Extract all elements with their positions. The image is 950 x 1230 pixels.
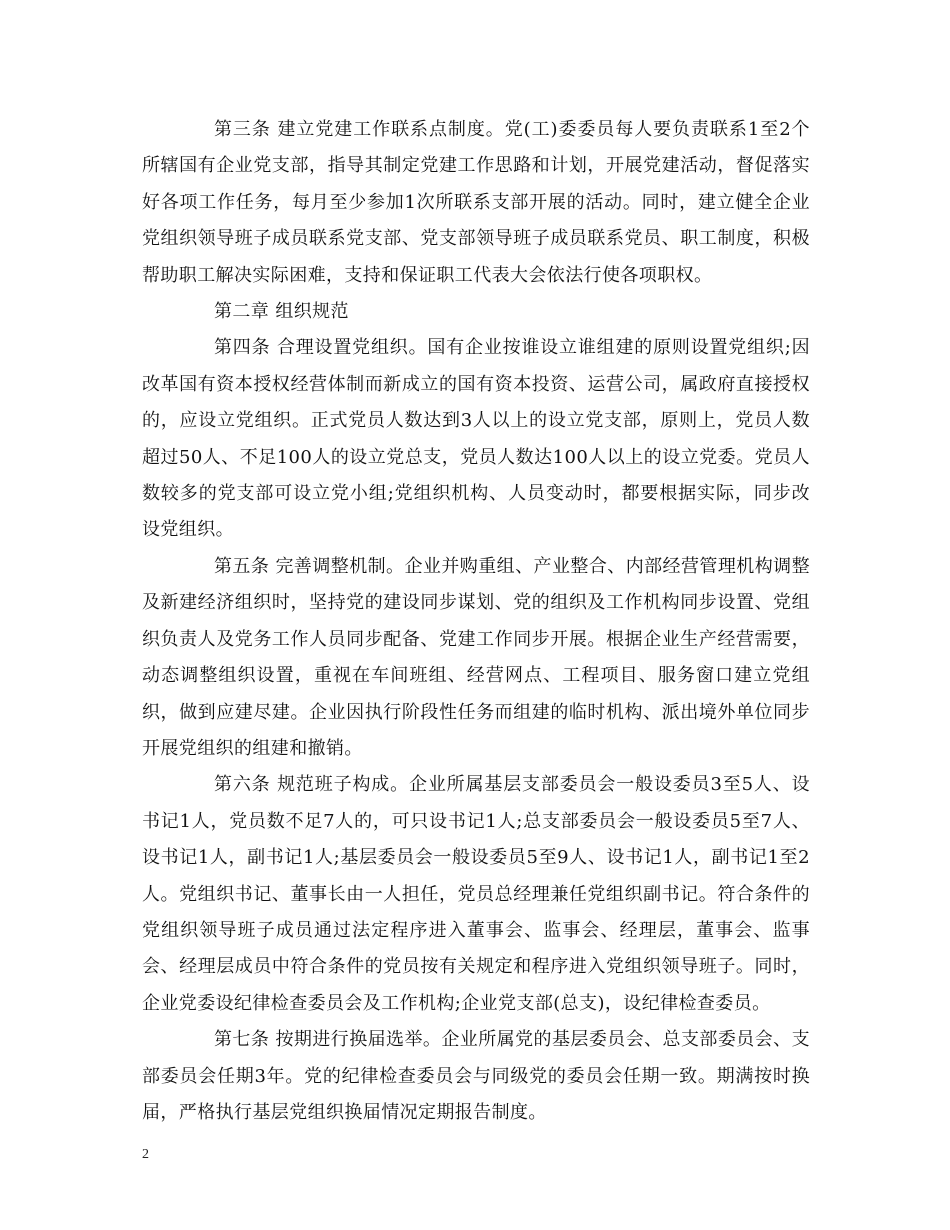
article-6-paragraph: 第六条 规范班子构成。企业所属基层支部委员会一般设委员3至5人、设书记1人，党员数不足7人的，可只设书记1人;总支部委员会一般设委员5至7人、设书记1人，副书记1人;基层委员会一般设委员5至9人、设书记1人，副书记1至2人。党组织书记、董事长由一人担任，党员总经理兼任党组织副书记。符合条件的党组织领导班子成员通过法定程序进入董事会、监事会、经理层，董事会、监事会、经理层成员中符合条件的党员按有关规定和程序进入党组织领导班子。同时，企业党委设纪律检查委员会及工作机构;企业党支部(总支)，设纪律检查委员。 [142, 774, 810, 1014]
article-5-paragraph: 第五条 完善调整机制。企业并购重组、产业整合、内部经营管理机构调整及新建经济组织时，坚持党的建设同步谋划、党的组织及工作机构同步设置、党组织负责人及党务工作人员同步配备、党建工作同步开展。根据企业生产经营需要，动态调整组织设置，重视在车间班组、经营网点、工程项目、服务窗口建立党组织，做到应建尽建。企业因执行阶段性任务而组建的临时机构、派出境外单位同步开展党组织的组建和撤销。 [142, 555, 810, 759]
page-number: 2 [142, 1147, 149, 1162]
article-4-paragraph: 第四条 合理设置党组织。国有企业按谁设立谁组建的原则设置党组织;因改革国有资本授权经营体制而新成立的国有资本投资、运营公司，属政府直接授权的，应设立党组织。正式党员人数达到3人以上的设立党支部，原则上，党员人数超过50人、不足100人的设立党总支，党员人数达100人以上的设立党委。党员人数较多的党支部可设立党小组;党组织机构、人员变动时，都要根据实际，同步改设党组织。 [142, 337, 810, 541]
chapter-2-heading: 第二章 组织规范 [214, 301, 349, 323]
article-7-paragraph: 第七条 按期进行换届选举。企业所属党的基层委员会、总支部委员会、支部委员会任期3年。党的纪律检查委员会与同级党的委员会任期一致。期满按时换届，严格执行基层党组织换届情况定期报告制度。 [142, 1029, 810, 1123]
document-body [142, 112, 810, 1131]
article-3-paragraph: 第三条 建立党建工作联系点制度。党(工)委委员每人要负责联系1至2个所辖国有企业党支部，指导其制定党建工作思路和计划，开展党建活动，督促落实好各项工作任务，每月至少参加1次所联系支部开展的活动。同时，建立健全企业党组织领导班子成员联系党支部、党支部领导班子成员联系党员、职工制度，积极帮助职工解决实际困难，支持和保证职工代表大会依法行使各项职权。 [142, 119, 810, 286]
